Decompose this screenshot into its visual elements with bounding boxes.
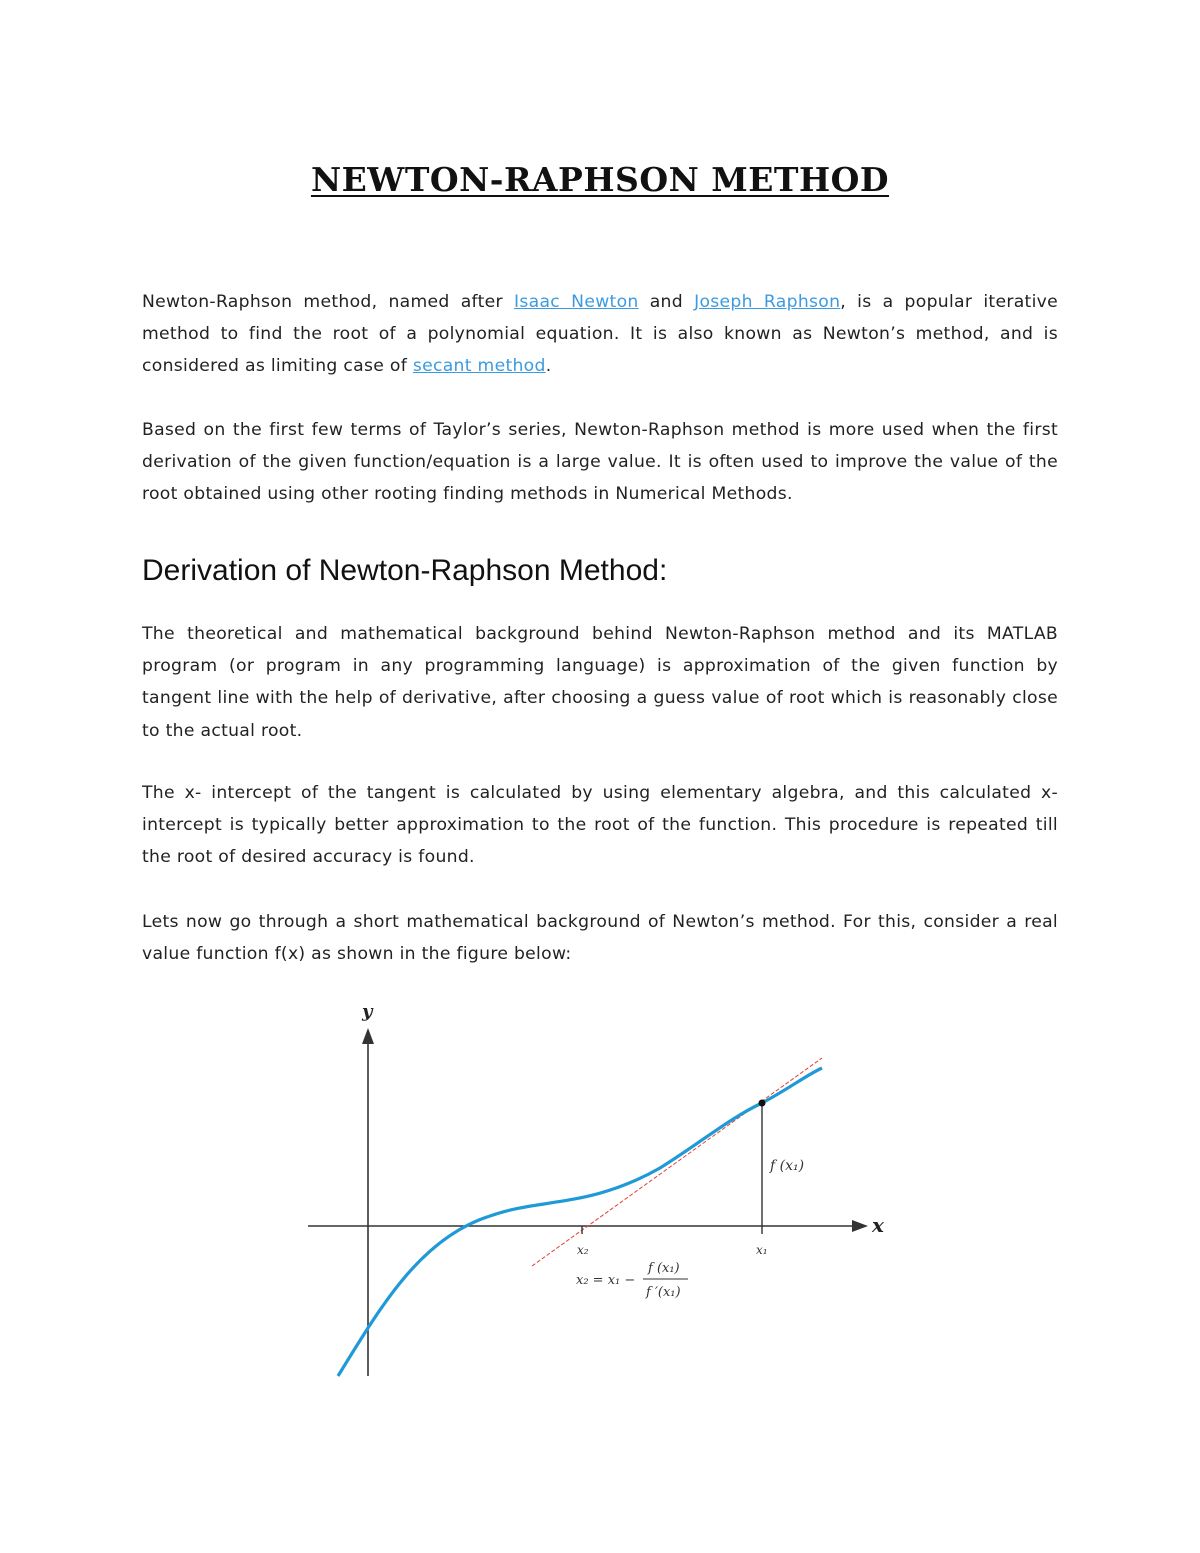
intro-text-4: . [545,356,552,377]
function-curve [338,1068,822,1376]
intro-text-3: , is a popular iterative method to find the root of a polynomial equation. It is also known as Newton’s method, and is considered as limiting case of [142,292,1059,377]
secant-method-link[interactable]: secant method [412,356,546,377]
intercept-paragraph: The x- intercept of the tangent is calculated by using elementary algebra, and this calculated x-intercept is typically better approximation to the root of the function. This procedure is repeated till the root of desired accuracy is found. [142,783,1058,868]
isaac-newton-link[interactable]: Isaac Newton [514,292,639,312]
background-paragraph: The theoretical and mathematical background behind Newton-Raphson method and its MATLAB program (or program in any programming language) is approximation of the given function by tangent line with the help of derivative, after choosing a guess value of root which is reasonably close to the actual root. [142,624,1058,741]
lets-paragraph: Lets now go through a short mathematical background of Newton’s method. For this, consider a real value function f(x) as shown in the figure below: [142,912,1058,965]
newton-method-figure [300,998,900,1383]
intro-text-2: and [638,292,695,312]
joseph-raphson-link[interactable]: Joseph Raphson [694,292,841,312]
fx1-label: f (x₁) [770,1158,805,1174]
x-axis-arrow-icon [852,1220,868,1232]
x-axis-label: x [872,1213,884,1237]
page-title-text: NEWTON-RAPHSON METHOD [310,160,890,199]
section-heading: Derivation of Newton-Raphson Method: [142,554,668,587]
figure-svg [300,998,900,1383]
formula-numerator: f (x₁) [648,1261,680,1276]
y-axis-label: y [362,1001,373,1022]
formula-denominator: f ′(x₁) [646,1285,681,1300]
x2-label: x₂ [577,1243,589,1257]
x1-label: x₁ [756,1243,768,1257]
intro-paragraph [142,286,1058,383]
page-title [0,158,1200,202]
curve-point [759,1100,766,1107]
intro-text-1: Newton-Raphson method, named after [142,292,515,312]
taylor-paragraph: Based on the first few terms of Taylor’s series, Newton-Raphson method is more used when the first derivation of the given function/equation is a large value. It is often used to improve the value of the root obtained using other rooting finding methods in Numerical Methods. [142,420,1058,505]
y-axis-arrow-icon [362,1028,374,1044]
formula-lhs: x₂ = x₁ − [576,1273,636,1288]
